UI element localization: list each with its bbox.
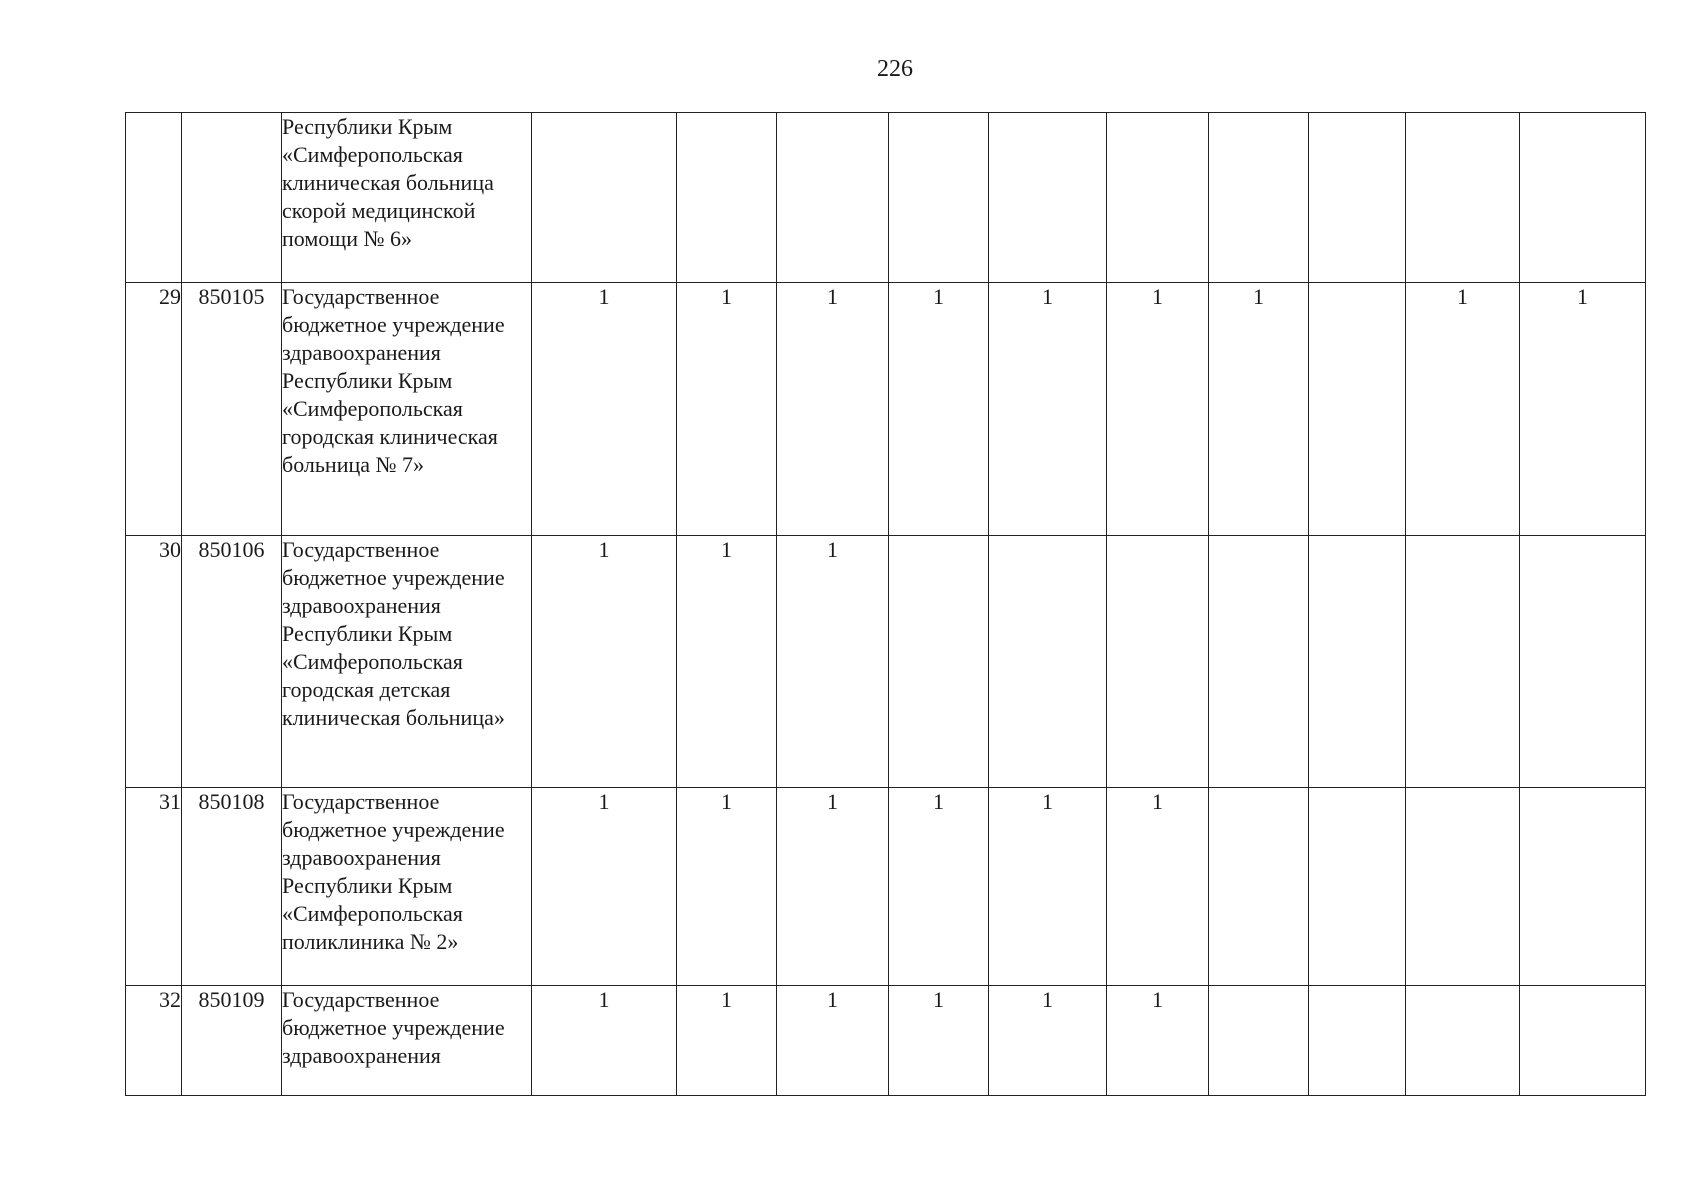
value-cell: 1 (777, 536, 889, 788)
value-cell (989, 536, 1107, 788)
institution-code-cell: 850106 (182, 536, 282, 788)
table-row (126, 788, 1646, 986)
institution-name-cell: Государственное бюджетное учреждение здравоохранения Республики Крым «Симферопольская городская клиническая больница № 7» (282, 283, 532, 536)
value-cell (1309, 283, 1406, 536)
value-cell: 1 (1520, 283, 1646, 536)
value-cell: 1 (677, 788, 777, 986)
value-cell: 1 (1209, 283, 1309, 536)
value-cell (1309, 113, 1406, 283)
value-cell: 1 (777, 986, 889, 1096)
row-number-cell: 32 (126, 986, 182, 1096)
value-cell (1107, 113, 1209, 283)
value-cell: 1 (889, 788, 989, 986)
value-cell (677, 113, 777, 283)
value-cell (1209, 536, 1309, 788)
value-cell: 1 (677, 986, 777, 1096)
value-cell (1309, 536, 1406, 788)
register-table-wrapper (125, 112, 1645, 1096)
institution-name-cell: Республики Крым «Симферопольская клиническая больница скорой медицинской помощи № 6» (282, 113, 532, 283)
institution-code-cell: 850109 (182, 986, 282, 1096)
value-cell: 1 (989, 283, 1107, 536)
value-cell (1209, 986, 1309, 1096)
value-cell: 1 (989, 788, 1107, 986)
value-cell: 1 (889, 986, 989, 1096)
institution-code-cell: 850105 (182, 283, 282, 536)
register-table (125, 112, 1646, 1096)
value-cell (889, 113, 989, 283)
value-cell: 1 (532, 283, 677, 536)
value-cell (1107, 536, 1209, 788)
institution-name-cell: Государственное бюджетное учреждение здравоохранения Республики Крым «Симферопольская городская детская клиническая больница» (282, 536, 532, 788)
row-number-cell: 30 (126, 536, 182, 788)
value-cell (1520, 986, 1646, 1096)
value-cell: 1 (1107, 986, 1209, 1096)
value-cell (1209, 788, 1309, 986)
value-cell: 1 (532, 788, 677, 986)
value-cell: 1 (777, 283, 889, 536)
value-cell (1406, 113, 1520, 283)
value-cell: 1 (677, 283, 777, 536)
table-row (126, 113, 1646, 283)
value-cell (532, 113, 677, 283)
institution-code-cell: 850108 (182, 788, 282, 986)
value-cell (1309, 986, 1406, 1096)
value-cell (889, 536, 989, 788)
value-cell: 1 (677, 536, 777, 788)
table-row (126, 536, 1646, 788)
institution-name-cell: Государственное бюджетное учреждение здравоохранения Республики Крым «Симферопольская поликлиника № 2» (282, 788, 532, 986)
value-cell (1520, 113, 1646, 283)
value-cell (1309, 788, 1406, 986)
value-cell (1406, 986, 1520, 1096)
page-number: 226 (877, 56, 913, 82)
value-cell (777, 113, 889, 283)
value-cell (1520, 536, 1646, 788)
table-row (126, 283, 1646, 536)
value-cell (1209, 113, 1309, 283)
table-row (126, 986, 1646, 1096)
value-cell: 1 (1107, 283, 1209, 536)
value-cell: 1 (1406, 283, 1520, 536)
row-number-cell: 29 (126, 283, 182, 536)
value-cell (989, 113, 1107, 283)
value-cell (1406, 788, 1520, 986)
value-cell: 1 (889, 283, 989, 536)
institution-code-cell (182, 113, 282, 283)
register-table-body (126, 113, 1646, 1096)
value-cell (1406, 536, 1520, 788)
value-cell: 1 (532, 536, 677, 788)
value-cell: 1 (1107, 788, 1209, 986)
row-number-cell: 31 (126, 788, 182, 986)
value-cell: 1 (532, 986, 677, 1096)
row-number-cell (126, 113, 182, 283)
value-cell: 1 (989, 986, 1107, 1096)
institution-name-cell: Государственное бюджетное учреждение здравоохранения (282, 986, 532, 1096)
value-cell: 1 (777, 788, 889, 986)
value-cell (1520, 788, 1646, 986)
